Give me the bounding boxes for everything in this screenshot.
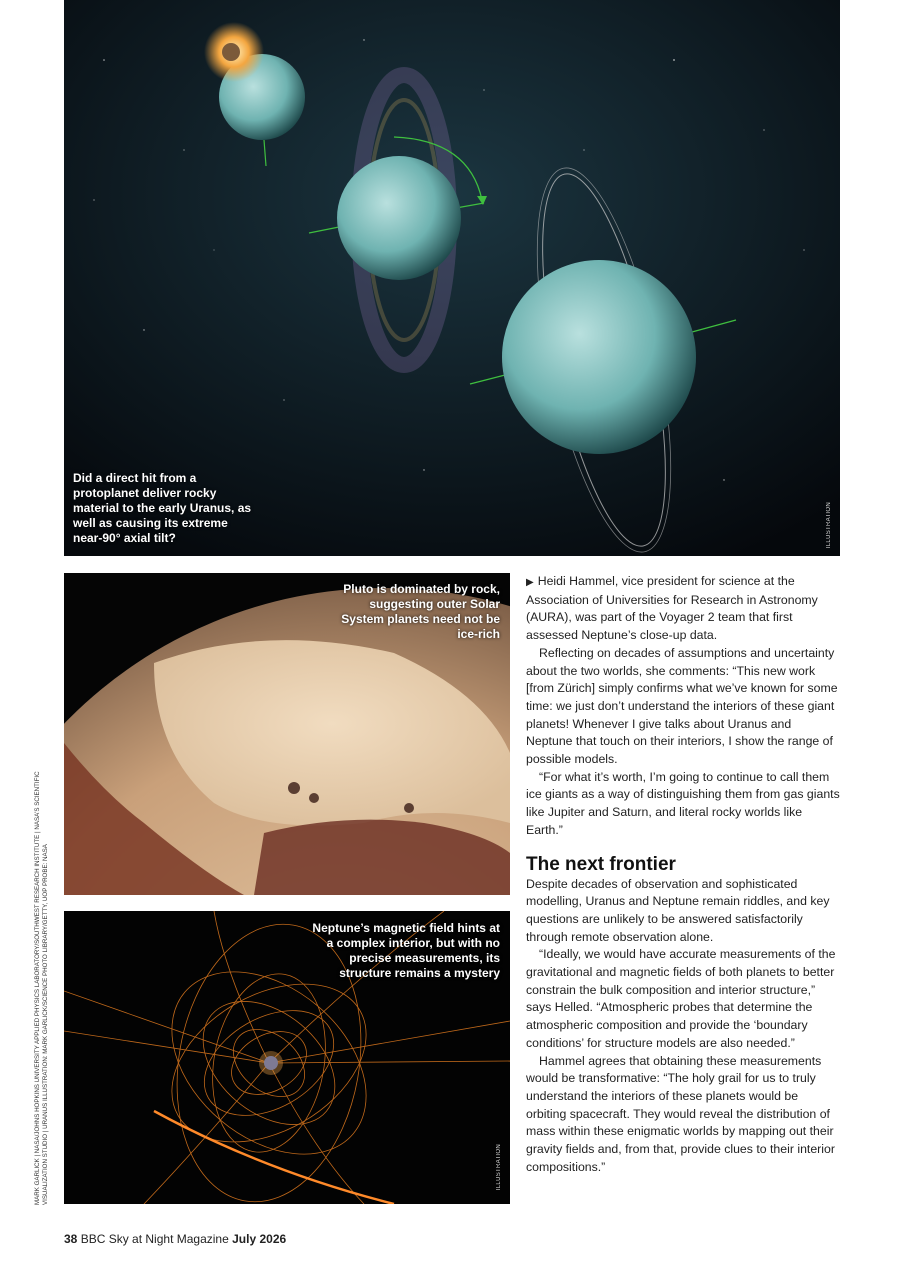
article-body (526, 573, 840, 1177)
paragraph: “Ideally, we would have accurate measurements of the gravitational and magnetic fields of both planets to better constrain the bulk composition and interior structure,” says Helled. “Atmospheric probes that determine the atmospheric composition and provide the ‘boundary conditions’ for structure models are also needed.” (526, 947, 836, 1050)
paragraph: Hammel agrees that obtaining these measurements would be transformative: “The holy grail for us to truly understand the interiors of these planets would be orbiting spacecraft. They would reveal the distribution of mass within these enigmatic worlds by mapping out their gravity fields and, from that, provide clues to their interior compositions.” (526, 1053, 835, 1174)
hero-illustration (64, 0, 840, 556)
illustration-label: ILLUSTRATION (496, 1143, 502, 1190)
section-heading: The next frontier (526, 853, 676, 875)
paragraph: Reflecting on decades of assumptions and uncertainty about the two worlds, she comments: “This new work [from Zürich] simply confirms what we’ve known for some time: we just don’t understand the interiors of these giant planets! Whenever I give talks about Uranus and Neptune that touch on their interiors, I show the range of possible models. (526, 645, 838, 767)
pluto-photo (64, 573, 510, 895)
issue-date: July 2026 (232, 1232, 287, 1246)
page-footer (64, 1232, 286, 1246)
pluto-caption: Pluto is dominated by rock, suggesting outer Solar System planets need not be ice-rich (341, 582, 500, 641)
image-credits: MARK GARLICK | NASA/JOHNS HOPKINS UNIVERSITY APPLIED PHYSICS LABORATORY/SOUTHWEST RESEARCH INSTITUTE | NASA'S SCIENTIFIC VISUALIZATION STUDIO | URANUS ILLUSTRATION: MARK GARLICK/SCIENCE PHOTO LIBRARY/GETTY, UOP PROBE: NASA (34, 771, 49, 1205)
magnetic-field-illustration (64, 911, 510, 1204)
paragraph: “For what it’s worth, I’m going to continue to call them ice giants as a way of distinguishing them from gas giants like Jupiter and Saturn, and literal rocky worlds like Earth.” (526, 769, 840, 837)
hero-caption: Did a direct hit from a protoplanet deliver rocky material to the early Uranus, as well as causing its extreme near-90° axial tilt? (73, 471, 252, 545)
paragraph: Despite decades of observation and sophisticated modelling, Uranus and Neptune remain riddles, and key questions are unlikely to be answered satisfactorily through remote observation alone. (526, 876, 830, 944)
continue-arrow-icon: ▶ (526, 577, 534, 588)
page-number: 38 (64, 1232, 78, 1246)
illustration-label: ILLUSTRATION (826, 501, 832, 548)
magnet-caption: Neptune’s magnetic field hints at a complex interior, but with no precise measurements, its structure remains a mystery (312, 921, 500, 980)
magazine-name: BBC Sky at Night Magazine (80, 1232, 229, 1246)
paragraph-text: Heidi Hammel, vice president for science at the Association of Universities for Research in Astronomy (AURA), was part of the Voyager 2 team that first assessed Neptune’s close-up data. (526, 574, 818, 643)
paragraph (526, 573, 840, 645)
